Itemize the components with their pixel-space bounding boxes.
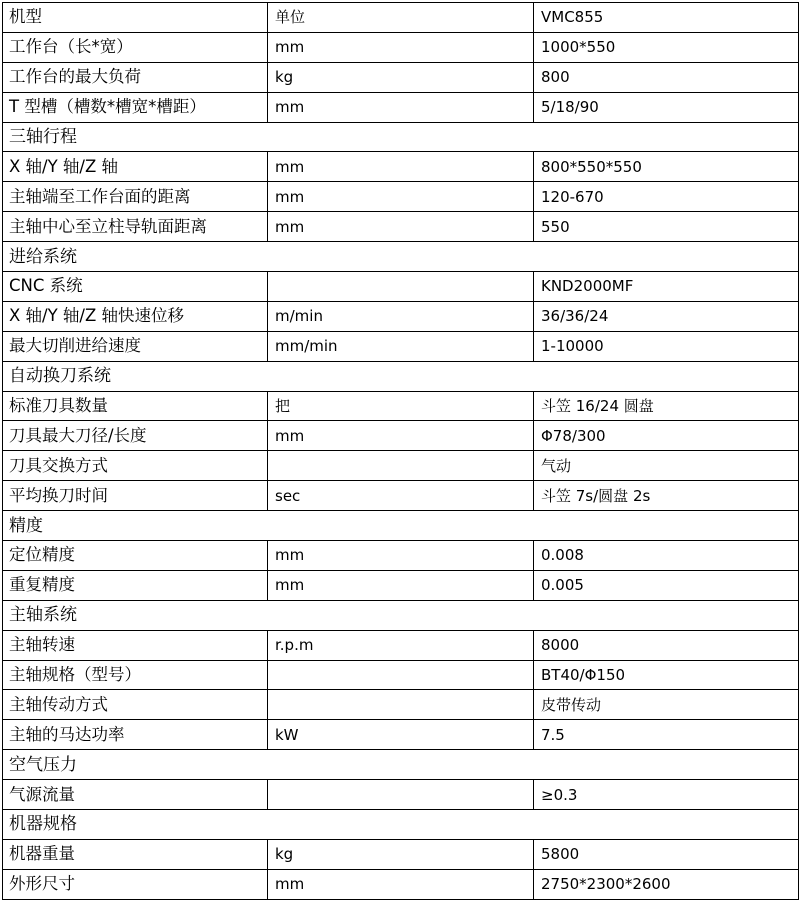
spec-name-cell: 刀具最大刀径/长度 [3,421,268,451]
section-title: 进给系统 [3,242,799,272]
spec-unit-cell: mm [268,212,534,242]
spec-name-cell: 标准刀具数量 [3,391,268,421]
spec-unit-cell: mm [268,541,534,571]
spec-value-cell: KND2000MF [534,272,799,302]
spec-value-cell: ≥0.3 [534,780,799,810]
spec-unit-cell: mm [268,421,534,451]
section-row [3,122,799,152]
table-row [3,152,799,182]
table-row [3,869,799,899]
spec-unit-cell [268,451,534,481]
spec-name-cell: 重复精度 [3,570,268,600]
spec-table [2,2,799,900]
section-row [3,810,799,840]
spec-unit-cell: m/min [268,301,534,331]
spec-unit-cell: mm [268,152,534,182]
section-title: 空气压力 [3,750,799,780]
table-row [3,32,799,62]
spec-unit-cell [268,272,534,302]
spec-value-cell: 7.5 [534,720,799,750]
section-title: 三轴行程 [3,122,799,152]
spec-name-cell: 气源流量 [3,780,268,810]
spec-value-cell: 斗笠 7s/圆盘 2s [534,481,799,511]
section-title: 自动换刀系统 [3,361,799,391]
spec-name-cell: 主轴转速 [3,630,268,660]
spec-value-cell: 800 [534,62,799,92]
spec-value-cell: BT40/Φ150 [534,660,799,690]
table-header-row [3,3,799,33]
table-row [3,570,799,600]
spec-name-cell: 平均换刀时间 [3,481,268,511]
spec-name-cell: 外形尺寸 [3,869,268,899]
spec-unit-cell: mm [268,570,534,600]
spec-name-cell: 主轴中心至立柱导轨面距离 [3,212,268,242]
spec-unit-cell: sec [268,481,534,511]
table-row [3,451,799,481]
spec-name-cell: 主轴端至工作台面的距离 [3,182,268,212]
spec-value-cell: 5800 [534,839,799,869]
spec-name-cell: CNC 系统 [3,272,268,302]
table-row [3,630,799,660]
spec-unit-cell: r.p.m [268,630,534,660]
table-row [3,720,799,750]
spec-value-cell: 1-10000 [534,331,799,361]
table-row [3,182,799,212]
spec-name-cell: 机器重量 [3,839,268,869]
header-unit-cell: 单位 [268,3,534,33]
spec-value-cell: 8000 [534,630,799,660]
spec-value-cell: 皮带传动 [534,690,799,720]
spec-unit-cell: mm [268,32,534,62]
spec-value-cell: 气动 [534,451,799,481]
table-row [3,780,799,810]
table-row [3,660,799,690]
spec-name-cell: X 轴/Y 轴/Z 轴快速位移 [3,301,268,331]
spec-unit-cell: mm [268,869,534,899]
table-row [3,391,799,421]
spec-value-cell: 1000*550 [534,32,799,62]
spec-value-cell: 800*550*550 [534,152,799,182]
spec-name-cell: X 轴/Y 轴/Z 轴 [3,152,268,182]
section-title: 机器规格 [3,810,799,840]
spec-value-cell: 36/36/24 [534,301,799,331]
spec-name-cell: 刀具交换方式 [3,451,268,481]
spec-name-cell: 主轴传动方式 [3,690,268,720]
section-row [3,242,799,272]
spec-value-cell: 5/18/90 [534,92,799,122]
spec-name-cell: 主轴的马达功率 [3,720,268,750]
section-row [3,600,799,630]
table-row [3,541,799,571]
table-row [3,272,799,302]
spec-unit-cell [268,690,534,720]
spec-value-cell: 2750*2300*2600 [534,869,799,899]
spec-name-cell: 工作台（长*宽） [3,32,268,62]
table-row [3,690,799,720]
spec-unit-cell: mm [268,182,534,212]
spec-unit-cell: kg [268,839,534,869]
spec-name-cell: 工作台的最大负荷 [3,62,268,92]
section-row [3,361,799,391]
table-row [3,481,799,511]
spec-unit-cell: mm [268,92,534,122]
spec-unit-cell: mm/min [268,331,534,361]
spec-table-body [3,3,799,900]
spec-unit-cell: 把 [268,391,534,421]
spec-unit-cell: kg [268,62,534,92]
spec-unit-cell [268,780,534,810]
spec-name-cell: 定位精度 [3,541,268,571]
table-row [3,421,799,451]
table-row [3,331,799,361]
spec-value-cell: 0.005 [534,570,799,600]
header-value-cell: VMC855 [534,3,799,33]
table-row [3,92,799,122]
table-row [3,301,799,331]
spec-unit-cell [268,660,534,690]
spec-name-cell: T 型槽（槽数*槽宽*槽距） [3,92,268,122]
spec-value-cell: Φ78/300 [534,421,799,451]
spec-value-cell: 120-670 [534,182,799,212]
spec-name-cell: 最大切削进给速度 [3,331,268,361]
spec-value-cell: 550 [534,212,799,242]
table-row [3,839,799,869]
table-row [3,212,799,242]
spec-value-cell: 0.008 [534,541,799,571]
section-title: 主轴系统 [3,600,799,630]
spec-name-cell: 主轴规格（型号） [3,660,268,690]
header-model-cell: 机型 [3,3,268,33]
spec-value-cell: 斗笠 16/24 圆盘 [534,391,799,421]
section-row [3,511,799,541]
table-row [3,62,799,92]
section-row [3,750,799,780]
section-title: 精度 [3,511,799,541]
spec-unit-cell: kW [268,720,534,750]
